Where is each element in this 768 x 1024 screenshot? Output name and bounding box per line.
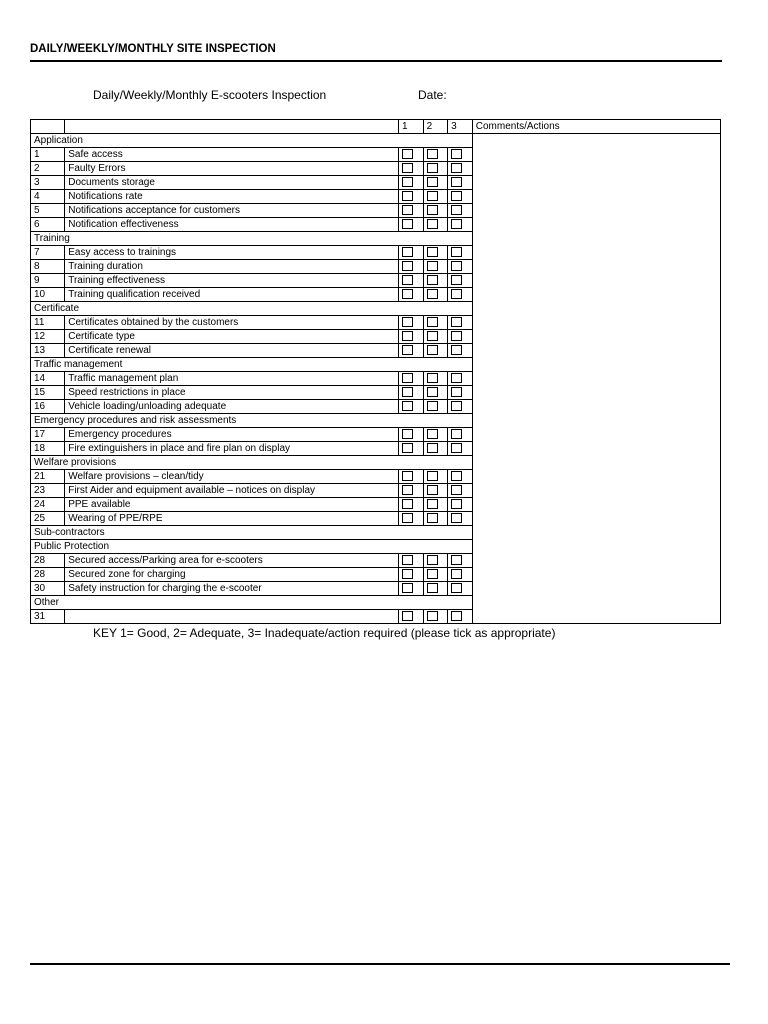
rating-checkbox-2[interactable] — [427, 261, 438, 271]
item-number: 17 — [31, 428, 65, 442]
rating-checkbox-1[interactable] — [402, 387, 413, 397]
rating-cell-2 — [423, 512, 448, 526]
item-number: 2 — [31, 162, 65, 176]
rating-checkbox-3[interactable] — [451, 555, 462, 565]
page-header-title: DAILY/WEEKLY/MONTHLY SITE INSPECTION — [30, 43, 276, 55]
rating-checkbox-2[interactable] — [427, 583, 438, 593]
rating-checkbox-3[interactable] — [451, 443, 462, 453]
rating-cell-1 — [398, 610, 423, 624]
rating-cell-1 — [398, 484, 423, 498]
rating-checkbox-1[interactable] — [402, 499, 413, 509]
item-number: 30 — [31, 582, 65, 596]
rating-checkbox-1[interactable] — [402, 177, 413, 187]
rating-cell-3 — [448, 246, 473, 260]
item-label: Secured access/Parking area for e-scooters — [65, 554, 399, 568]
item-number: 11 — [31, 316, 65, 330]
rating-cell-1 — [398, 162, 423, 176]
rating-checkbox-3[interactable] — [451, 205, 462, 215]
rating-cell-2 — [423, 260, 448, 274]
rating-cell-3 — [448, 386, 473, 400]
rating-checkbox-2[interactable] — [427, 443, 438, 453]
header-divider — [30, 60, 722, 62]
rating-cell-2 — [423, 554, 448, 568]
rating-checkbox-3[interactable] — [451, 177, 462, 187]
rating-checkbox-3[interactable] — [451, 429, 462, 439]
rating-cell-2 — [423, 330, 448, 344]
rating-checkbox-3[interactable] — [451, 219, 462, 229]
rating-checkbox-2[interactable] — [427, 191, 438, 201]
rating-checkbox-3[interactable] — [451, 401, 462, 411]
rating-cell-3 — [448, 498, 473, 512]
item-label: Notifications acceptance for customers — [65, 204, 399, 218]
rating-checkbox-1[interactable] — [402, 289, 413, 299]
item-label: Vehicle loading/unloading adequate — [65, 400, 399, 414]
rating-key: KEY 1= Good, 2= Adequate, 3= Inadequate/action required (please tick as appropriate) — [93, 626, 556, 640]
rating-checkbox-2[interactable] — [427, 373, 438, 383]
section-heading: Public Protection — [31, 540, 473, 554]
rating-checkbox-1[interactable] — [402, 429, 413, 439]
item-label: Safety instruction for charging the e-scooter — [65, 582, 399, 596]
rating-cell-3 — [448, 288, 473, 302]
item-number: 10 — [31, 288, 65, 302]
rating-cell-2 — [423, 218, 448, 232]
item-label: Certificates obtained by the customers — [65, 316, 399, 330]
rating-checkbox-1[interactable] — [402, 555, 413, 565]
rating-cell-2 — [423, 190, 448, 204]
rating-checkbox-3[interactable] — [451, 289, 462, 299]
rating-cell-1 — [398, 442, 423, 456]
rating-cell-2 — [423, 470, 448, 484]
date-label: Date: — [418, 88, 447, 102]
rating-checkbox-3[interactable] — [451, 317, 462, 327]
item-label: Certificate renewal — [65, 344, 399, 358]
rating-checkbox-1[interactable] — [402, 443, 413, 453]
item-number: 15 — [31, 386, 65, 400]
rating-checkbox-3[interactable] — [451, 499, 462, 509]
item-number: 3 — [31, 176, 65, 190]
item-number: 21 — [31, 470, 65, 484]
rating-cell-3 — [448, 512, 473, 526]
rating-checkbox-3[interactable] — [451, 247, 462, 257]
rating-checkbox-1[interactable] — [402, 219, 413, 229]
item-label: Training duration — [65, 260, 399, 274]
item-label: Documents storage — [65, 176, 399, 190]
rating-checkbox-2[interactable] — [427, 611, 438, 621]
rating-cell-2 — [423, 428, 448, 442]
rating-checkbox-3[interactable] — [451, 569, 462, 579]
header-item-blank — [65, 120, 399, 134]
rating-cell-3 — [448, 470, 473, 484]
rating-checkbox-1[interactable] — [402, 373, 413, 383]
rating-checkbox-3[interactable] — [451, 331, 462, 341]
rating-checkbox-3[interactable] — [451, 163, 462, 173]
rating-cell-3 — [448, 428, 473, 442]
rating-checkbox-3[interactable] — [451, 149, 462, 159]
item-label: Wearing of PPE/RPE — [65, 512, 399, 526]
rating-cell-1 — [398, 176, 423, 190]
rating-checkbox-1[interactable] — [402, 345, 413, 355]
item-label: Faulty Errors — [65, 162, 399, 176]
item-number: 23 — [31, 484, 65, 498]
rating-checkbox-2[interactable] — [427, 345, 438, 355]
item-number: 6 — [31, 218, 65, 232]
rating-cell-2 — [423, 316, 448, 330]
header-num-blank — [31, 120, 65, 134]
item-label: Speed restrictions in place — [65, 386, 399, 400]
rating-cell-3 — [448, 218, 473, 232]
rating-checkbox-2[interactable] — [427, 499, 438, 509]
rating-cell-3 — [448, 162, 473, 176]
rating-checkbox-2[interactable] — [427, 569, 438, 579]
rating-cell-2 — [423, 204, 448, 218]
rating-checkbox-2[interactable] — [427, 219, 438, 229]
rating-cell-2 — [423, 162, 448, 176]
rating-cell-2 — [423, 386, 448, 400]
item-label — [65, 610, 399, 624]
rating-cell-1 — [398, 148, 423, 162]
rating-cell-1 — [398, 260, 423, 274]
rating-cell-3 — [448, 316, 473, 330]
item-label: Emergency procedures — [65, 428, 399, 442]
rating-header-3: 3 — [448, 120, 473, 134]
item-number: 5 — [31, 204, 65, 218]
item-number: 24 — [31, 498, 65, 512]
rating-checkbox-1[interactable] — [402, 317, 413, 327]
section-heading: Other — [31, 596, 473, 610]
rating-checkbox-2[interactable] — [427, 205, 438, 215]
item-number: 28 — [31, 554, 65, 568]
rating-checkbox-3[interactable] — [451, 275, 462, 285]
comments-actions-area[interactable] — [472, 134, 720, 624]
item-number: 1 — [31, 148, 65, 162]
rating-checkbox-3[interactable] — [451, 583, 462, 593]
rating-checkbox-3[interactable] — [451, 261, 462, 271]
item-number: 12 — [31, 330, 65, 344]
section-heading: Sub-contractors — [31, 526, 473, 540]
rating-cell-1 — [398, 554, 423, 568]
item-label: Secured zone for charging — [65, 568, 399, 582]
item-number: 4 — [31, 190, 65, 204]
rating-cell-2 — [423, 176, 448, 190]
rating-cell-3 — [448, 190, 473, 204]
item-number: 28 — [31, 568, 65, 582]
rating-checkbox-2[interactable] — [427, 149, 438, 159]
section-heading: Emergency procedures and risk assessments — [31, 414, 473, 428]
item-label: Training qualification received — [65, 288, 399, 302]
rating-checkbox-2[interactable] — [427, 513, 438, 523]
rating-cell-2 — [423, 400, 448, 414]
rating-checkbox-3[interactable] — [451, 345, 462, 355]
rating-checkbox-1[interactable] — [402, 401, 413, 411]
rating-cell-3 — [448, 148, 473, 162]
rating-checkbox-1[interactable] — [402, 247, 413, 257]
rating-cell-1 — [398, 344, 423, 358]
rating-cell-2 — [423, 288, 448, 302]
rating-cell-2 — [423, 148, 448, 162]
footer-divider — [30, 963, 730, 965]
rating-cell-2 — [423, 442, 448, 456]
rating-cell-3 — [448, 442, 473, 456]
rating-cell-1 — [398, 582, 423, 596]
item-number: 25 — [31, 512, 65, 526]
rating-cell-1 — [398, 470, 423, 484]
item-label: Notifications rate — [65, 190, 399, 204]
section-heading: Application — [31, 134, 473, 148]
rating-checkbox-2[interactable] — [427, 163, 438, 173]
rating-header-1: 1 — [398, 120, 423, 134]
rating-checkbox-1[interactable] — [402, 583, 413, 593]
rating-checkbox-2[interactable] — [427, 555, 438, 565]
item-label: First Aider and equipment available – notices on display — [65, 484, 399, 498]
rating-cell-2 — [423, 274, 448, 288]
checklist-body — [31, 134, 721, 624]
rating-checkbox-1[interactable] — [402, 485, 413, 495]
rating-cell-2 — [423, 484, 448, 498]
rating-checkbox-1[interactable] — [402, 261, 413, 271]
rating-checkbox-3[interactable] — [451, 513, 462, 523]
rating-checkbox-3[interactable] — [451, 387, 462, 397]
rating-cell-3 — [448, 344, 473, 358]
rating-checkbox-2[interactable] — [427, 247, 438, 257]
rating-cell-2 — [423, 246, 448, 260]
rating-cell-1 — [398, 568, 423, 582]
rating-cell-3 — [448, 274, 473, 288]
rating-checkbox-2[interactable] — [427, 317, 438, 327]
item-number: 16 — [31, 400, 65, 414]
item-label: Notification effectiveness — [65, 218, 399, 232]
rating-checkbox-3[interactable] — [451, 611, 462, 621]
rating-cell-1 — [398, 190, 423, 204]
rating-cell-1 — [398, 428, 423, 442]
item-label: Fire extinguishers in place and fire plan on display — [65, 442, 399, 456]
rating-checkbox-3[interactable] — [451, 485, 462, 495]
rating-checkbox-2[interactable] — [427, 401, 438, 411]
rating-cell-1 — [398, 316, 423, 330]
rating-cell-1 — [398, 372, 423, 386]
item-number: 8 — [31, 260, 65, 274]
rating-cell-2 — [423, 610, 448, 624]
item-number: 7 — [31, 246, 65, 260]
rating-cell-1 — [398, 512, 423, 526]
rating-cell-1 — [398, 246, 423, 260]
section-heading: Training — [31, 232, 473, 246]
rating-checkbox-1[interactable] — [402, 205, 413, 215]
rating-checkbox-1[interactable] — [402, 275, 413, 285]
rating-checkbox-1[interactable] — [402, 569, 413, 579]
rating-cell-3 — [448, 568, 473, 582]
rating-checkbox-1[interactable] — [402, 471, 413, 481]
item-label: Training effectiveness — [65, 274, 399, 288]
section-heading: Welfare provisions — [31, 456, 473, 470]
rating-checkbox-2[interactable] — [427, 387, 438, 397]
rating-cell-1 — [398, 218, 423, 232]
rating-checkbox-2[interactable] — [427, 331, 438, 341]
rating-cell-1 — [398, 400, 423, 414]
rating-checkbox-2[interactable] — [427, 485, 438, 495]
rating-checkbox-3[interactable] — [451, 191, 462, 201]
item-label: Traffic management plan — [65, 372, 399, 386]
rating-checkbox-1[interactable] — [402, 331, 413, 341]
rating-cell-1 — [398, 386, 423, 400]
rating-cell-3 — [448, 400, 473, 414]
rating-header-2: 2 — [423, 120, 448, 134]
rating-checkbox-1[interactable] — [402, 513, 413, 523]
item-number: 9 — [31, 274, 65, 288]
rating-cell-3 — [448, 554, 473, 568]
rating-cell-3 — [448, 330, 473, 344]
item-number: 13 — [31, 344, 65, 358]
rating-checkbox-2[interactable] — [427, 275, 438, 285]
item-number: 18 — [31, 442, 65, 456]
item-label: Certificate type — [65, 330, 399, 344]
rating-cell-1 — [398, 498, 423, 512]
item-label: Welfare provisions – clean/tidy — [65, 470, 399, 484]
table-header-row — [31, 120, 721, 134]
rating-cell-3 — [448, 176, 473, 190]
item-label: PPE available — [65, 498, 399, 512]
rating-cell-3 — [448, 372, 473, 386]
rating-cell-3 — [448, 610, 473, 624]
rating-cell-2 — [423, 568, 448, 582]
rating-cell-3 — [448, 582, 473, 596]
rating-cell-1 — [398, 274, 423, 288]
rating-cell-3 — [448, 484, 473, 498]
rating-checkbox-2[interactable] — [427, 471, 438, 481]
form-title: Daily/Weekly/Monthly E-scooters Inspection — [93, 88, 327, 102]
rating-checkbox-1[interactable] — [402, 191, 413, 201]
rating-checkbox-3[interactable] — [451, 471, 462, 481]
rating-checkbox-2[interactable] — [427, 429, 438, 439]
item-label: Safe access — [65, 148, 399, 162]
rating-cell-1 — [398, 288, 423, 302]
rating-cell-1 — [398, 330, 423, 344]
rating-checkbox-2[interactable] — [427, 177, 438, 187]
item-label: Easy access to trainings — [65, 246, 399, 260]
comments-header: Comments/Actions — [472, 120, 720, 134]
rating-cell-2 — [423, 372, 448, 386]
rating-checkbox-3[interactable] — [451, 373, 462, 383]
rating-cell-2 — [423, 582, 448, 596]
rating-checkbox-1[interactable] — [402, 149, 413, 159]
rating-checkbox-2[interactable] — [427, 289, 438, 299]
section-heading: Certificate — [31, 302, 473, 316]
rating-cell-2 — [423, 498, 448, 512]
rating-cell-3 — [448, 204, 473, 218]
inspection-checklist-table — [30, 119, 721, 624]
rating-checkbox-1[interactable] — [402, 163, 413, 173]
rating-cell-1 — [398, 204, 423, 218]
item-number: 14 — [31, 372, 65, 386]
section-row — [31, 134, 721, 148]
item-number: 31 — [31, 610, 65, 624]
section-heading: Traffic management — [31, 358, 473, 372]
rating-cell-3 — [448, 260, 473, 274]
rating-cell-2 — [423, 344, 448, 358]
rating-checkbox-1[interactable] — [402, 611, 413, 621]
